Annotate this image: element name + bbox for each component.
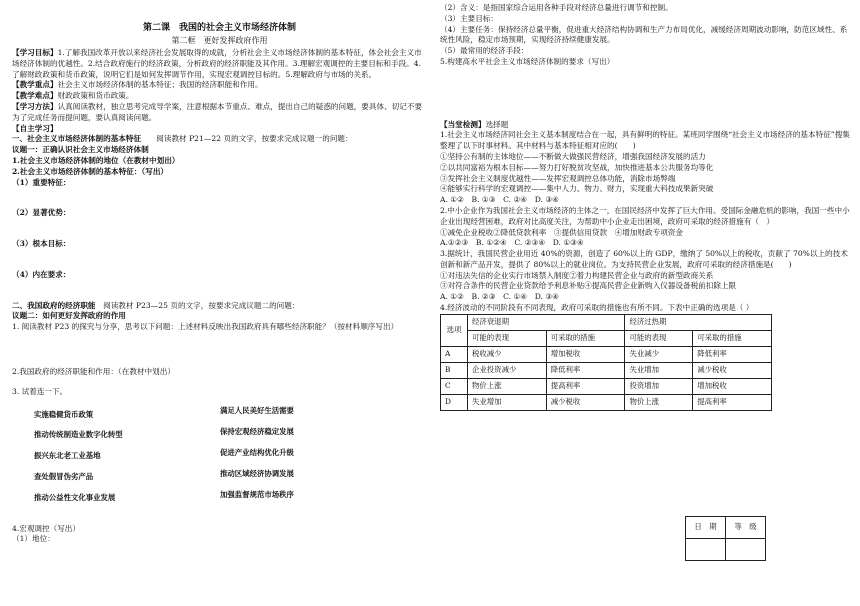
mc-question-1: 1.社会主义市场经济同社会主义基本制度结合在一起，具有鲜明的特征。某班同学围绕“社会主义市场经济的基本特征”搜集整理了以下时事材料。其中材料与基本特征相对应的( ) (440, 130, 850, 151)
table-cell: 提高利率 (693, 394, 772, 410)
grade-date-label: 日 期 (686, 517, 726, 539)
mc-option: ④能够实行科学的宏观调控——集中人力、物力、财力，实现重大科技成果新突破 (440, 184, 714, 194)
table-cell: A (441, 346, 468, 362)
macro-goals: （3）主要目标： (440, 13, 498, 23)
topic-2: 议题二：如何更好发挥政府的作用 (12, 311, 126, 321)
table-cell: 降低利率 (546, 362, 625, 378)
question-2: 2.社会主义市场经济体制的基本特征：（写出） (12, 166, 169, 176)
left-column (12, 0, 427, 545)
learning-method: 【学习方法】认真阅读教材，独立思考完成导学案，注意根据本节重点、难点，提出自己的疑惑的问题，要具体、切记不要为了完成任务而提问题，要认真阅读问题。 (12, 102, 423, 122)
teaching-key: 【教学重点】社会主义市场经济体制的基本特征；我国的经济职能和作用。 (12, 80, 263, 90)
topic-2-question-3: 3. 试着连一下。 (12, 386, 68, 396)
question-1: 1.社会主义市场经济体制的地位（在教材中划出） (12, 155, 180, 165)
section-1-heading: 一、社会主义市场经济体制的基本特征 阅读教材 P21—22 页的文字，按要求完成议题一的问题： (12, 134, 353, 144)
table-cell: C (441, 378, 468, 394)
table-subheader: 可能的表现 (625, 330, 693, 346)
match-right-item: 加强监督规范市场秩序 (220, 489, 294, 499)
lesson-subtitle: 第二框 更好发挥政府作用 (171, 35, 268, 45)
matching-exercise (12, 404, 427, 512)
table-cell: 物价上涨 (468, 378, 547, 394)
mc-answers: A.①②③ B. ①②④ C. ②③④ D. ①③④ (440, 238, 584, 248)
right-column (440, 0, 850, 411)
topic-2-question-4: 4.宏观调控（写出） (12, 523, 80, 533)
grade-level-field[interactable] (726, 539, 766, 561)
mc-answers: A. ①② B. ②③ C. ①④ D. ③④ (440, 292, 559, 302)
topic-2-question-2: 2.我国政府的经济职能和作用：（在教材中划出） (12, 366, 175, 376)
grade-level-label: 等 级 (726, 517, 766, 539)
economy-table (440, 314, 772, 411)
match-left-item: 查处假冒伪劣产品 (34, 471, 94, 481)
feature-1: （1）重要特征： (12, 177, 71, 187)
table-cell: B (441, 362, 468, 378)
table-cell: 失业增加 (625, 362, 693, 378)
mc-option: ③发挥社会主义制度优越性——发挥宏观调控总体功能，消除市场弊端 (440, 173, 676, 183)
topic-2-question-1: 1. 阅读教材 P23 的探究与分享，思考以下问题：上述材料反映出我国政府具有哪些经济职能？（按材料顺序写出） (12, 322, 399, 332)
table-header-recession: 经济衰退期 (468, 314, 625, 330)
match-right-item: 保持宏观经济稳定发展 (220, 426, 294, 436)
table-subheader: 可采取的措施 (693, 330, 772, 346)
match-left-item: 推动传统制造业数字化转型 (34, 429, 123, 439)
table-row (441, 394, 772, 410)
table-cell: 企业投资减少 (468, 362, 547, 378)
table-cell: 减少税收 (546, 394, 625, 410)
table-header-overheat: 经济过热期 (625, 314, 772, 330)
topic-2-question-4-1: （1）地位： (12, 534, 55, 544)
table-cell: 增加税收 (546, 346, 625, 362)
grade-date-field[interactable] (686, 539, 726, 561)
table-header-option: 选项 (441, 314, 468, 346)
match-left-item: 振兴东北老工业基地 (34, 450, 101, 460)
table-cell: 失业增加 (468, 394, 547, 410)
teaching-difficulty: 【教学难点】财政政策和货币政策。 (12, 91, 134, 101)
match-right-item: 满足人民美好生活需要 (220, 405, 294, 415)
mc-option: ②以共同富裕为根本目标——努力打好脱贫攻坚战，加快推进基本公共服务均等化 (440, 162, 714, 172)
grade-box (685, 516, 766, 561)
lesson-title: 第二课 我国的社会主义市场经济体制 (142, 23, 296, 33)
macro-tasks: （4）主要任务：保持经济总量平衡，促进重大经济结构协调和生产力布局优化，减缓经济周期波动影响，防范区域性、系统性风险，稳定市场预期，实现经济持续健康发展。 (440, 24, 848, 45)
match-left-item: 实施稳健货币政策 (34, 409, 94, 419)
learning-goals: 【学习目标】1.了解我国改革开放以来经济社会发展取得的成就，分析社会主义市场经济体制的基本特征，体会社会主义市场经济体制的优越性。2.结合政府施行的经济政策，分析政府的经济职能及其作用。3.理解宏观调控的主要目标和手段。4.了解财政政策和货币政策，说明它们是如何发挥调节作用，实现宏观调控目标的。5.理解政府与市场的关系。 (12, 48, 422, 79)
table-cell: 增加税收 (693, 378, 772, 394)
match-left-item: 推动公益性文化事业发展 (34, 492, 116, 502)
match-right-item: 促进产业结构优化升级 (220, 447, 294, 457)
table-row (441, 378, 772, 394)
table-cell: 税收减少 (468, 346, 547, 362)
mc-option: ①对违法失信的企业实行市场禁入制度②着力构建民营企业与政府的新型政商关系 (440, 270, 714, 280)
table-row (441, 346, 772, 362)
section-2-heading: 二、我国政府的经济职能 阅读教材 P23—25 页的文字，按要求完成议题二的问题： (12, 300, 300, 310)
macro-means: （5）最常用的经济手段： (440, 46, 529, 56)
mc-question-2: 2.中小企业作为我国社会主义市场经济的主体之一，在国民经济中发挥了巨大作用。受国际金融危机的影响，我国一些中小企业出现经营困难，政府对比高度关注，为帮助中小企业走出困境，政府可采取的经济措施有（ ） (440, 205, 850, 226)
mc-answers: A. ①② B. ①③ C. ②④ D. ③④ (440, 195, 559, 205)
table-row (441, 362, 772, 378)
check-heading: 【当堂检测】选择题 (440, 119, 509, 129)
match-right-item: 推动区域经济协调发展 (220, 468, 294, 478)
question-5: 5.构建高水平社会主义市场经济体制的要求（写出） (440, 56, 615, 66)
table-cell: D (441, 394, 468, 410)
topic-1: 议题一：正确认识社会主义市场经济体制 (12, 145, 149, 155)
table-cell: 提高利率 (546, 378, 625, 394)
mc-option: ①坚持公有制的主体地位——不断做大做强民营经济，增强我国经济发展的活力 (440, 152, 706, 162)
macro-definition: （2）含义：是指国家综合运用各种手段对经济总量进行调节和控制。 (440, 3, 673, 12)
feature-3: （3）根本目标： (12, 239, 71, 249)
table-cell: 失业减少 (625, 346, 693, 362)
table-cell: 投资增加 (625, 378, 693, 394)
mc-question-4: 4.经济波动的不同阶段有不同表现，政府可采取的措施也有所不同。下表中正确的选项是（ ） (440, 302, 754, 312)
table-cell: 降低利率 (693, 346, 772, 362)
mc-option: ①减免企业税收②降低贷款利率 ③提供信用贷款 ④增加财政专项资金 (440, 227, 683, 237)
table-subheader: 可能的表现 (468, 330, 547, 346)
mc-question-3: 3.据统计，我国民营企业用近 40%的资源，创造了 60%以上的 GDP，缴纳了 50%以上的税收，贡献了 70%以上的技术创新和新产品开发，提供了 80%以上的就业岗位。为支持民营企业发展，政府可采取的经济措施是( ) (440, 249, 848, 269)
table-cell: 物价上涨 (625, 394, 693, 410)
table-cell: 减少税收 (693, 362, 772, 378)
table-subheader: 可采取的措施 (546, 330, 625, 346)
mc-option: ③对符合条件的民营企业贷款给予利息补贴④提高民营企业新购入仪器设备税前扣除上限 (440, 281, 737, 291)
feature-4: （4）内在要求： (12, 269, 71, 279)
self-study-heading: 【自主学习】 (12, 123, 58, 133)
feature-2: （2）显著优势： (12, 208, 71, 218)
